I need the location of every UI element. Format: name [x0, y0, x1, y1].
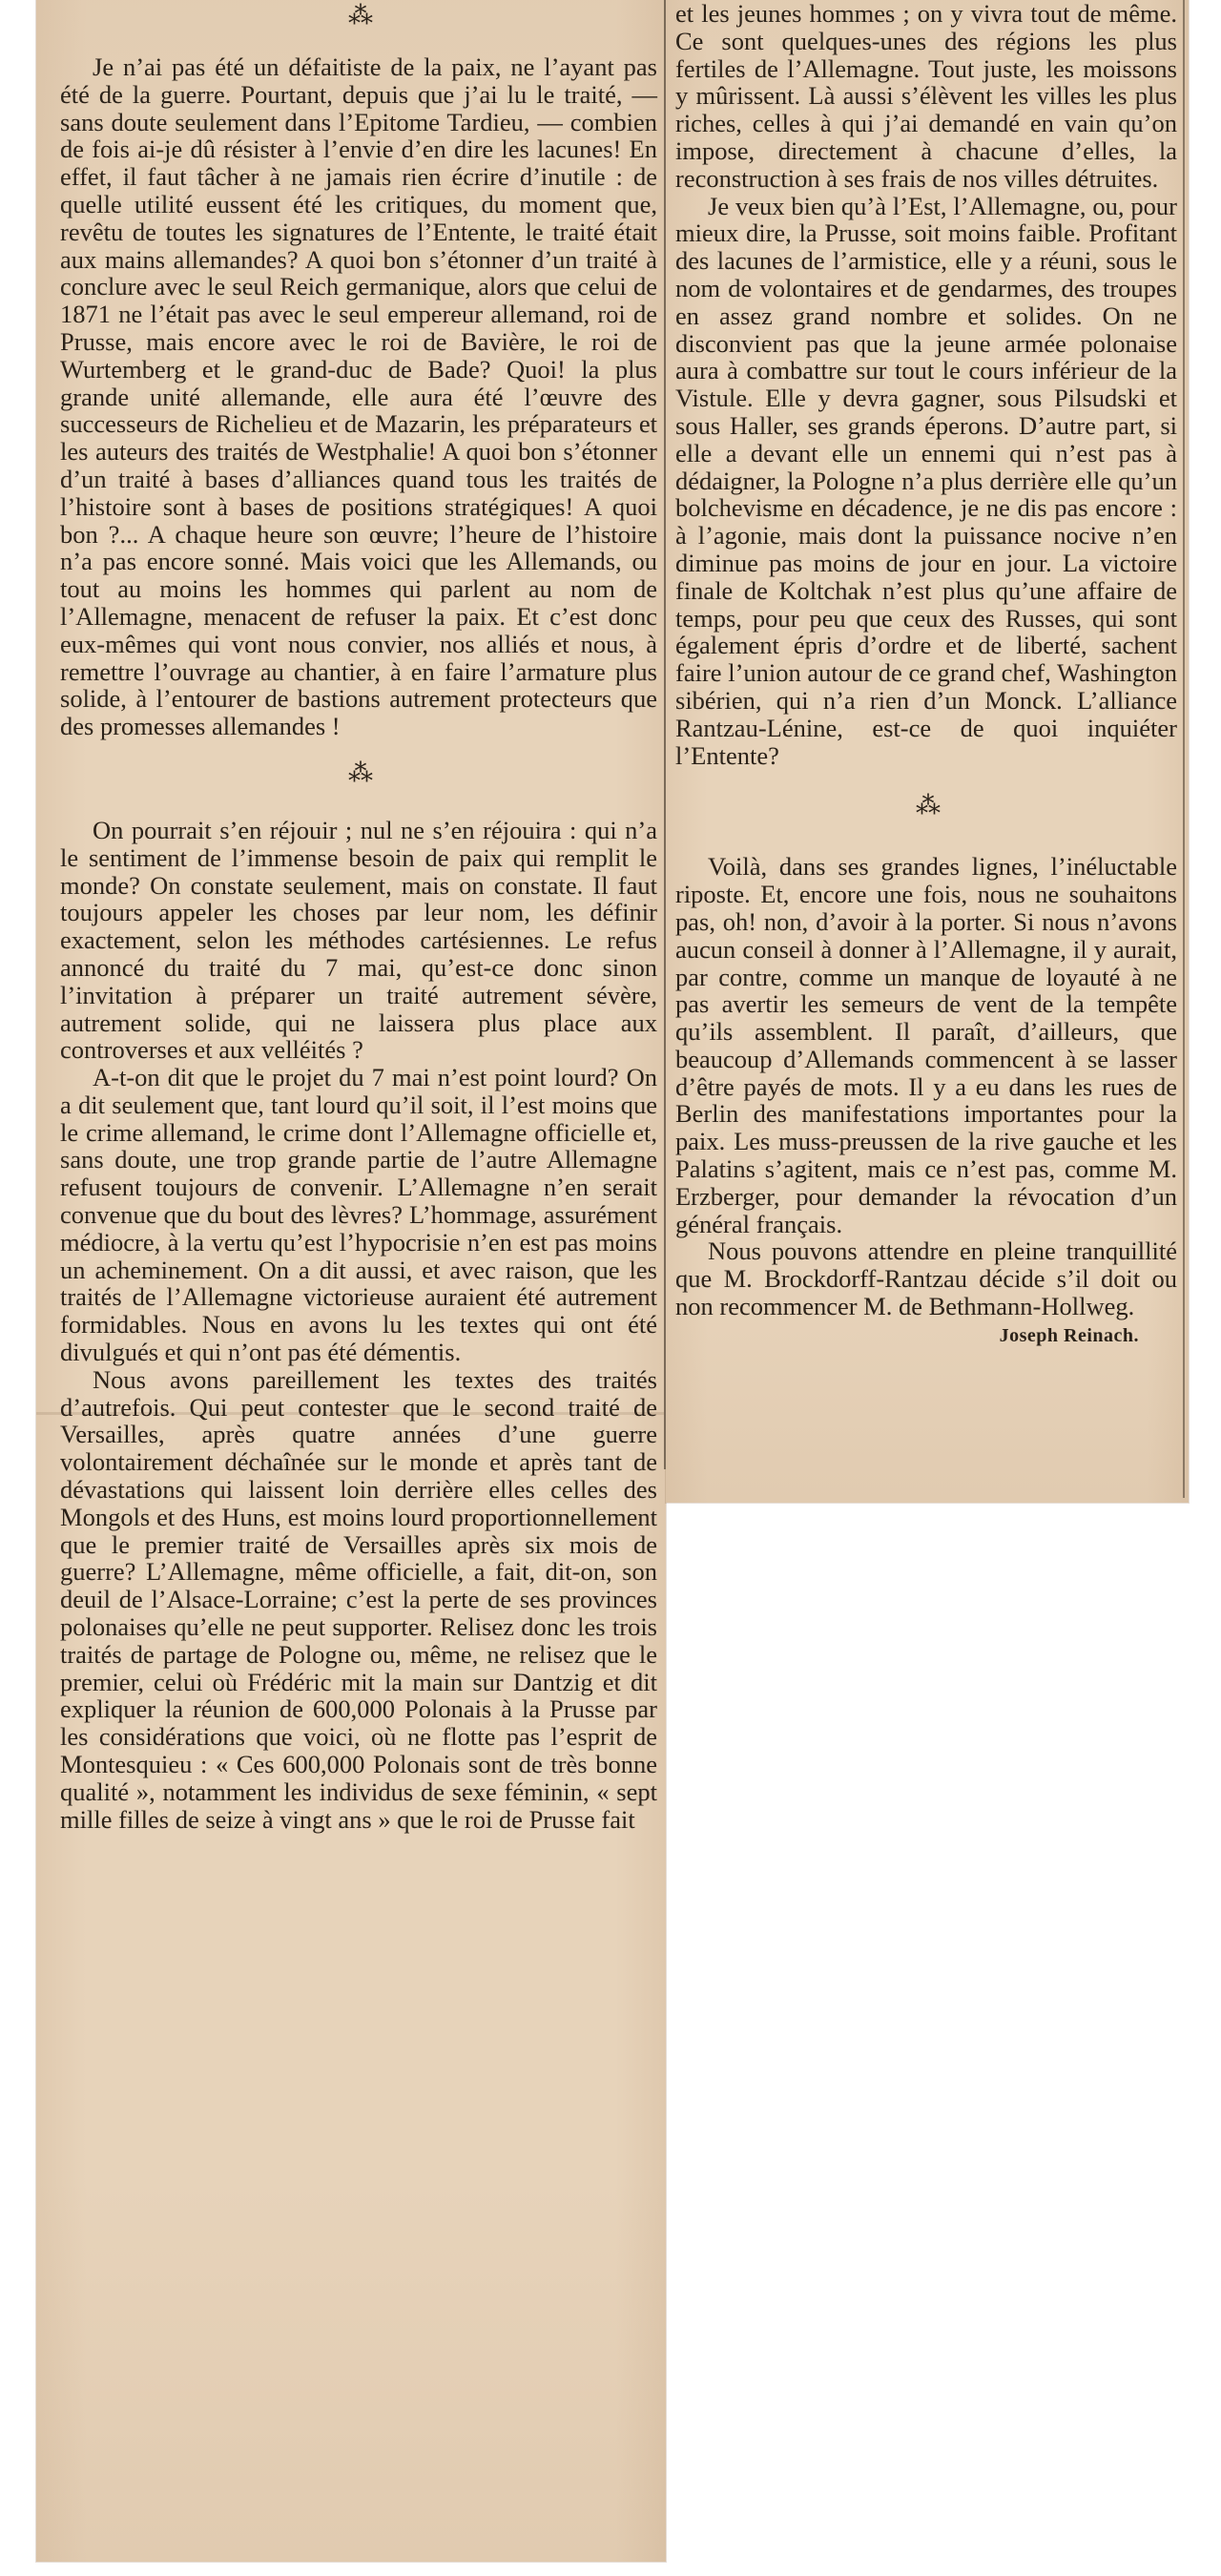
asterism-separator: ⁂	[348, 2, 369, 31]
right-column	[668, 0, 1183, 1351]
paragraph-est-allemagne: Je veux bien qu’à l’Est, l’Allemagne, ou, pour mieux dire, la Prusse, soit moins faible. Profitant des lacunes de l’armistice, elle y a réuni, sous le nom de volontaires et de gendarmes, des troupes en assez grand nombre et solides. On ne disconvient pas que la jeune armée polonaise aura à combattre sur tout le cours inférieur de la Vistule. Elle y devra gagner, sous Pilsudski et sous Haller, ses grands éperons. D’autre part, si elle a devant elle un ennemi qui n’est pas à dédaigner, la Pologne n’a plus derrière elle qu’un bolchevisme en décadence, je ne dis pas encore : à l’agonie, mais dont la puissance nocive n’en diminue pas moins de jour en jour. La victoire finale de Koltchak n’est plus qu’une affaire de temps, pour peu que ceux des Russes, qui sont également épris d’ordre et de liberté, sachent faire l’union autour de ce grand chef, Washington sibérien, qui n’a rien d’un Monck. L’alliance Rantzau-Lénine, est-ce de quoi inquiéter l’Entente?	[675, 191, 1177, 770]
column-divider	[664, 0, 666, 1469]
paragraph-traites-autrefois: Nous avons pareillement les textes des traités d’autrefois. Qui peut contester que le second traité de Versailles, après quatre années d’une guerre volontairement déchaînée sur le monde et après tant de dévastations qui laissent loin derrière elles celles des Mongols et des Huns, est moins lourd proportionnellement que le premier traité de Versailles après six mois de guerre? L’Allemagne, même officielle, a fait, dit-on, son deuil de l’Alsace-Lorraine; c’est la perte de ses provinces polonaises qu’elle ne peut supporter. Relisez donc les trois traités de partage de Pologne ou, même, ne relisez que le premier, celui où Frédéric mit la main sur Dantzig et dit expliquer la réunion de 600,000 Polonais à la Prusse par les considérations que voici, où ne flotte pas l’esprit de Montesquieu : « Ces 600,000 Polonais sont de très bonne qualité », notamment les individus de sexe féminin, « sept mille filles de seize à vingt ans » que le roi de Prusse fait	[60, 1364, 657, 1834]
left-column	[52, 0, 663, 1833]
paragraph-brockdorff: Nous pouvons attendre en pleine tranquillité que M. Brockdorff-Rantzau décide s’il doit ou non recommencer M. de Bethmann-Hollweg.	[675, 1236, 1177, 1321]
paragraph-jeunes-hommes: et les jeunes hommes ; on y vivra tout de même. Ce sont quelques-unes des régions les plus fertiles de l’Allemagne. Tout juste, les moissons y mûrissent. Là aussi s’élèvent les villes les plus riches, celles à qui j’ai demandé en vain qu’on impose, directement à chacune d’elles, la reconstruction à ses frais de nos villes détruites.	[675, 0, 1177, 193]
asterism-separator: ⁂	[916, 792, 937, 821]
author-signature: Joseph Reinach.	[999, 1324, 1139, 1346]
paragraph-riposte: Voilà, dans ses grandes lignes, l’inéluctable riposte. Et, encore une fois, nous ne souhaitons pas, oh! non, d’avoir à la porter. Si nous n’avons aucun conseil à donner à l’Allemagne, il y aurait, par contre, comme un manque de loyauté à ne pas avertir les semeurs de vent de la tempête qu’ils assemblent. Il paraît, d’ailleurs, que beaucoup d’Allemands commencent à se lasser d’être payés de mots. Il y a eu dans les rues de Berlin des manifestations importantes pour la paix. Les muss-preussen de la rive gauche et les Palatins s’agitent, mais ce n’est pas, comme M. Erzberger, pour demander la révocation d’un général français.	[675, 852, 1177, 1238]
paragraph-rejouir: On pourrait s’en réjouir ; nul ne s’en réjouira : qui n’a le sentiment de l’immense besoin de paix qui remplit le monde? On constate seulement, mais on constate. Il faut toujours appeler les choses par leur nom, les définir exactement, selon les méthodes cartésiennes. Le refus annoncé du traité du 7 mai, qu’est-ce donc sinon l’invitation à préparer un traité autrement sévère, autrement solide, qui ne laissera plus place aux controverses et aux velléités ?	[60, 815, 657, 1065]
paragraph-defaitiste: Je n’ai pas été un défaitiste de la paix, ne l’ayant pas été de la guerre. Pourtant, depuis que j’ai lu le traité, — sans doute seulement dans l’Epitome Tardieu, — combien de fois ai-je dû résister à l’envie d’en dire les lacunes! En effet, il faut tâcher à ne jamais rien écrire d’inutile : de quelle utilité eussent été les critiques, du moment que, revêtu de toutes les signatures de l’Entente, le traité était aux mains allemandes? A quoi bon s’étonner d’un traité à conclure avec le seul Reich germanique, alors que celui de 1871 ne l’était pas avec le seul empereur allemand, roi de Prusse, mais encore avec le roi de Bavière, le roi de Wurtemberg et le grand-duc de Bade? Quoi! la plus grande unité allemande, elle aura été l’œuvre des successeurs de Richelieu et de Mazarin, les préparateurs et les auteurs des traités de Westphalie! A quoi bon s’étonner d’un traité à bases d’alliances quand tous les traités de l’histoire sont à bases de positions stratégiques! A quoi bon ?... A chaque heure son œuvre; l’heure de l’histoire n’a pas encore sonné. Mais voici que les Allemands, ou tout au moins les hommes qui parlent au nom de l’Allemagne, menacent de refuser la paix. Et c’est donc eux-mêmes qui vont nous convier, nos alliés et nous, à remettre l’ouvrage au chantier, à en faire l’armature plus solide, à l’entourer de bastions autrement protecteurs que des promesses allemandes !	[60, 52, 657, 741]
asterism-separator: ⁂	[348, 758, 369, 788]
paragraph-projet-7-mai: A-t-on dit que le projet du 7 mai n’est point lourd? On a dit seulement que, tant lourd qu’il soit, il l’est moins que le crime allemand, le crime dont l’Allemagne officielle et, sans doute, une trop grande partie de l’autre Allemagne refusent toujours de convenir. L’Allemagne n’en serait convenue que du bout des lèvres? L’hommage, assurément médiocre, à la vertu qu’est l’hypocrisie n’en est pas moins un acheminement. On a dit aussi, et avec raison, que les traités de l’Allemagne victorieuse auraient été autrement formidables. Nous en avons lu les textes qui ont été divulgués et qui n’ont pas été démentis.	[60, 1063, 657, 1367]
right-edge-line	[1183, 0, 1185, 1498]
